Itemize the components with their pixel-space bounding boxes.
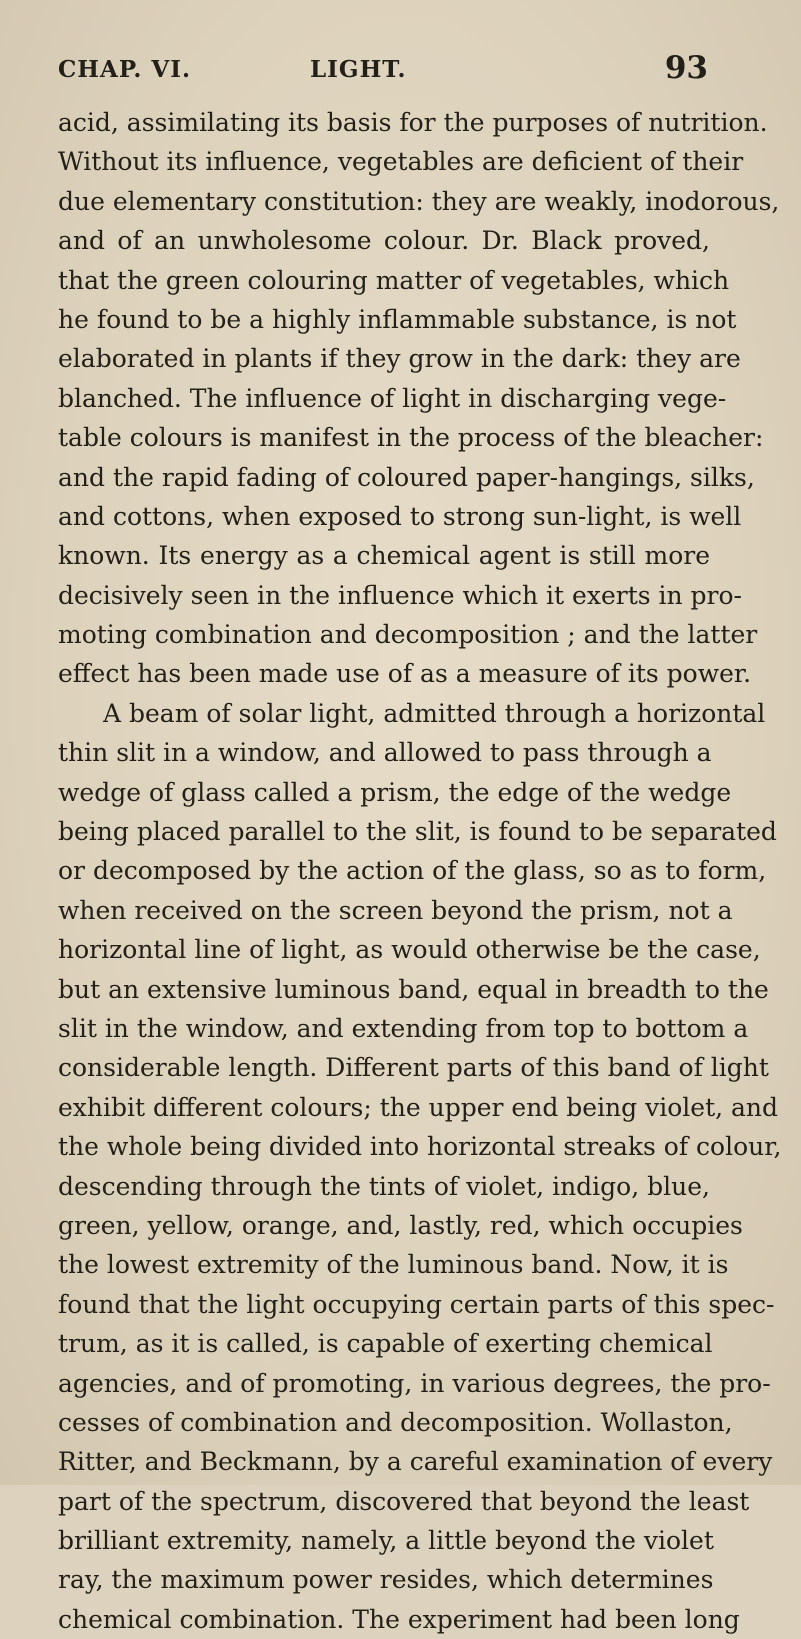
text-line: effect has been made use of as a measure of its power. [58,659,752,689]
text-line: trum, as it is called, is capable of exerting chemical [58,1329,713,1359]
text-line: moting combination and decomposition ; and the latter [58,620,758,650]
text-line: horizontal line of light, as would otherwise be the case, [58,935,761,965]
text-line: cesses of combination and decomposition. Wollaston, [58,1407,733,1437]
text-line: and cottons, when exposed to strong sun-light, is well [58,501,742,531]
text-line: decisively seen in the influence which it exerts in pro- [58,580,743,610]
text-line: when received on the screen beyond the prism, not a [58,895,733,925]
text-line: elaborated in plants if they grow in the dark: they are [58,344,741,374]
text-line: but an extensive luminous band, equal in breadth to the [58,974,769,1004]
text-line: the lowest extremity of the luminous band. Now, it is [58,1250,729,1280]
paragraph-1 [58,103,780,694]
text-line: chemical combination. The experiment had been long [58,1604,740,1634]
text-line: part of the spectrum, discovered that beyond the least [58,1486,750,1516]
text-line: table colours is manifest in the process of the bleacher: [58,423,764,453]
page-number: 93 [664,50,708,86]
text-line: A beam of solar light, admitted through a horizontal [103,698,766,728]
text-line: brilliant extremity, namely, a little beyond the violet [58,1526,714,1556]
running-head [58,50,708,90]
paragraph-2 [58,694,782,1639]
text-line: known. Its energy as a chemical agent is still more [58,541,710,571]
text-line: Ritter, and Beckmann, by a careful examination of every [58,1447,773,1477]
text-line: Without its influence, vegetables are deficient of their [58,147,744,177]
text-line: being placed parallel to the slit, is found to be separated [58,817,777,847]
text-line: that the green colouring matter of vegetables, which [58,265,730,295]
text-line: and of an unwholesome colour. Dr. Black proved, [58,226,710,256]
running-title: LIGHT. [310,56,407,83]
body-text [58,103,782,1639]
text-line: agencies, and of promoting, in various degrees, the pro- [58,1368,771,1398]
text-line: ray, the maximum power resides, which determines [58,1565,714,1595]
text-line: or decomposed by the action of the glass, so as to form, [58,856,767,886]
text-line: he found to be a highly inflammable substance, is not [58,304,737,334]
text-line: and the rapid fading of coloured paper-hangings, silks, [58,462,755,492]
text-line: exhibit different colours; the upper end being violet, and [58,1092,779,1122]
text-line: the whole being divided into horizontal streaks of colour, [58,1132,782,1162]
text-line: descending through the tints of violet, indigo, blue, [58,1171,710,1201]
chapter-label: CHAP. VI. [58,56,191,83]
text-line: considerable length. Different parts of this band of light [58,1053,769,1083]
text-line: acid, assimilating its basis for the purposes of nutrition. [58,108,768,137]
text-line: found that the light occupying certain parts of this spec- [58,1289,775,1319]
text-line: green, yellow, orange, and, lastly, red, which occupies [58,1210,743,1240]
text-line: due elementary constitution: they are weakly, inodorous, [58,186,780,216]
text-line: slit in the window, and extending from top to bottom a [58,1013,749,1043]
text-line: blanched. The influence of light in discharging vege- [58,383,727,413]
text-line: wedge of glass called a prism, the edge of the wedge [58,777,732,807]
text-line: thin slit in a window, and allowed to pass through a [58,738,712,768]
